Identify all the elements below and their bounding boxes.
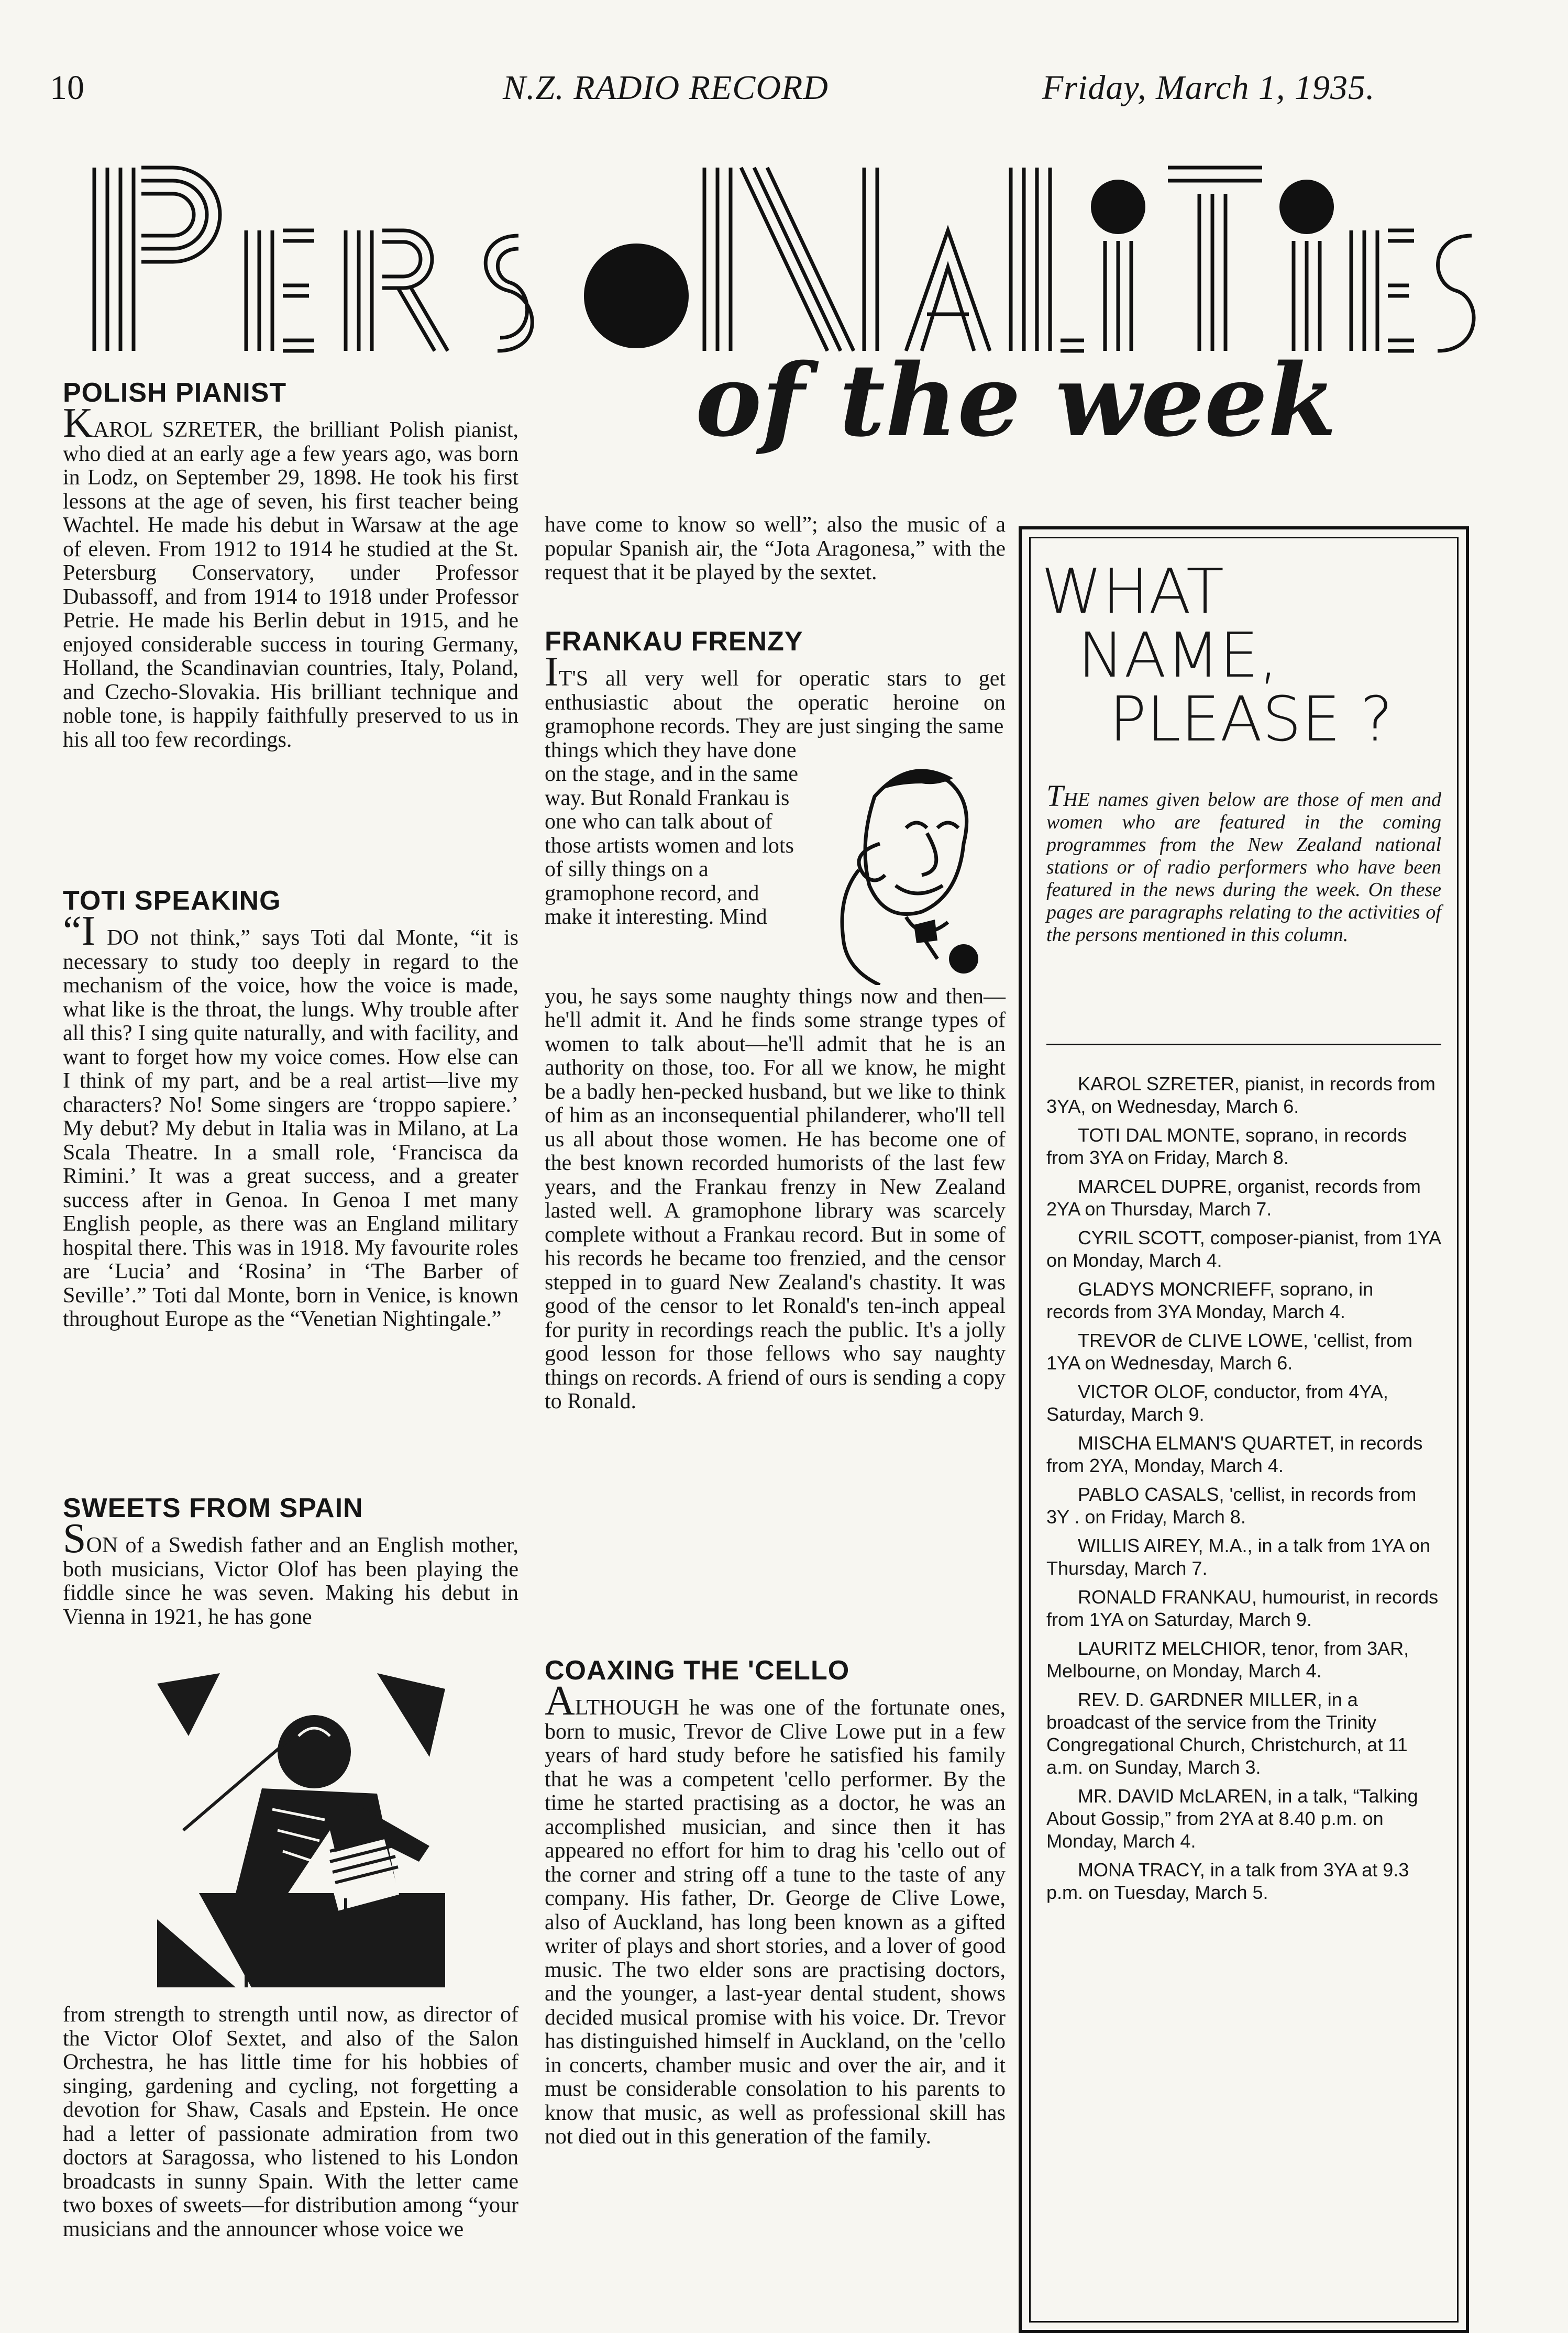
box-inner-border	[1029, 537, 1459, 2323]
masthead-letter-i2	[1294, 241, 1320, 351]
masthead-letter-r	[346, 230, 448, 351]
article-body: things which they have done on the stage, and in the same way. But Ronald Frankau is one who can talk about of those artists women and lots of silly things on a gramophone record, and make it interesting. Mind	[545, 738, 799, 929]
list-item: MONA TRACY, in a talk from 3YA at 9.3 p.m. on Tuesday, March 5.	[1046, 1859, 1409, 1903]
article-heading: COAXING THE 'CELLO	[545, 1655, 850, 1686]
masthead-dot-1	[1091, 180, 1145, 234]
masthead-letter-e	[246, 230, 314, 351]
masthead-letter-p	[94, 168, 220, 351]
list-item: RONALD FRANKAU, humourist, in records from 1YA on Saturday, March 9.	[1046, 1586, 1439, 1630]
masthead-letter-o	[584, 244, 689, 348]
article-body: AROL SZRETER, the brilliant Polish pianist, who died at an early age a few years ago, was born in Lodz, on September 29, 1898. He took his first lessons at the age of seven, his first teacher being Wachtel. He made his debut in Warsaw at the age of eleven. From 1912 to 1914 he studied at the St. Petersburg Conservatory, under Professor Dubassoff, and from 1914 to 1918 under Professor Petrie. He made his Berlin debut in 1915, and he enjoyed considerable success in touring Germany, Holland, the Scandinavian countries, Italy, Poland, and Czecho-Slovakia. His brilliant technique and noble tone, is happily faithfully preserved to us in his all too few recordings.	[63, 418, 518, 752]
article-heading: TOTI SPEAKING	[63, 886, 281, 916]
list-item: KAROL SZRETER, pianist, in records from 3YA, on Wednesday, March 6.	[1046, 1073, 1436, 1117]
masthead-dot-2	[1279, 180, 1334, 234]
article-frankau-frenzy	[545, 626, 1006, 1414]
list-item: CYRIL SCOTT, composer-pianist, from 1YA on Monday, March 4.	[1046, 1227, 1441, 1271]
masthead-letter-l	[1011, 168, 1084, 351]
personality-list	[1046, 1072, 1441, 1910]
article-body: from strength to strength until now, as director of the Victor Olof Sextet, and also of the Salon Orchestra, he has little time for his hobbies of singing, gardening and cycling, not forgetting a devotion for Shaw, Casals and Epstein. He once had a letter of passionate admiration from two doctors at Saragossa, who listened to his London broadcasts in sunny Spain. With the letter came two boxes of sweets—for distribution among “your musicians and the announcer whose voice we	[63, 2003, 518, 2241]
box-intro	[1046, 779, 1441, 946]
drop-cap: S	[63, 1516, 86, 1562]
list-item: MARCEL DUPRE, organist, records from 2YA on Thursday, March 7.	[1046, 1176, 1421, 1220]
list-item: VICTOR OLOF, conductor, from 4YA, Saturday, March 9.	[1046, 1381, 1388, 1425]
article-body: you, he says some naughty things now and then—he'll admit it. And he finds some strange types of women to talk about—he'll admit that he is an authority on those, too. For all we know, he might be a badly hen-pecked husband, but we like to think of him as an inconsequential philanderer, who'll tell us all about those women. He has become one of the best known recorded humorists of the last few years, and the Frankau frenzy in New Zealand lasted well. A gramophone library was scarcely complete without a Frankau record. But in some of his records he became too frenzied, and the censor stepped in to guard New Zealand's chastity. It was good of the censor to let Ronald's ten-inch appeal for purity in recordings reach the public. It's a jolly good lesson for those fellows who say naughty things on records. A friend of ours is sending a copy to Ronald.	[545, 984, 1006, 1413]
article-body: ON of a Swedish father and an English mother, both musicians, Victor Olof has been playing the fiddle since he was seven. Making his debut in Vienna in 1921, he has gone	[63, 1533, 518, 1629]
list-item: LAURITZ MELCHIOR, tenor, from 3AR, Melbourne, on Monday, March 4.	[1046, 1638, 1409, 1682]
article-body: DO not think,” says Toti dal Monte, “it is necessary to study too deeply in regard to the mechanism of the voice, how the voice is made, what like is the throat, the lungs. Why trouble after all this? I sing quite naturally, and with facility, and want to forget how my voice comes. How else can I think of my part, and be a real artist—live my characters? No! Some singers are ‘troppo sapiere.’ My debut? My debut in Italia was in Milano, at La Scala Theatre. In a small role, ‘Francisca da Rimini.’ It was a great success, and a greater success after in Genoa. In Genoa I met many English people, as there was an England military hospital there. This was in 1918. My favourite roles are ‘Lucia’ and ‘Rosina’ in ‘The Barber of Seville’.” Toti dal Monte, born in Venice, is known throughout Europe as the “Venetian Nightingale.”	[63, 926, 519, 1331]
list-item: REV. D. GARDNER MILLER, in a broadcast of the service from the Trinity Congregational Church, Christchurch, at 11 a.m. on Sunday, March 3.	[1046, 1689, 1408, 1778]
article-heading: SWEETS FROM SPAIN	[63, 1493, 363, 1523]
article-body: LTHOUGH he was one of the fortunate ones, born to music, Trevor de Clive Lowe put in a few years of hard study before he satisfied his family that he was a competent 'cello performer. By the time he started practising as a doctor, he was an accomplished musician, and since then it has appeared no effort for him to drag his 'cello out of the corner and string off a tune to the taste of any company. His father, Dr. George de Clive Lowe, also of Auckland, has long been known as a gifted writer of plays and short stories, and a lover of good music. The two elder sons are practising doctors, and the younger, a last-year dental student, shows decided musical promise with his voice. Dr. Trevor has distinguished himself in Auckland, on the 'cello in concerts, chamber music and over the air, and it must be considerable consolation to his parents to know that music, as well as professional skill has not died out in this generation of the family.	[545, 1696, 1006, 2149]
list-item: MR. DAVID McLAREN, in a talk, “Talking About Gossip,” from 2YA at 8.40 p.m. on Monday, March 4.	[1046, 1785, 1418, 1852]
article-coaxing-the-cello	[545, 1655, 1006, 2149]
drop-cap: I	[545, 649, 559, 695]
article-heading: FRANKAU FRENZY	[545, 626, 803, 657]
drop-cap: A	[545, 1678, 575, 1724]
masthead-letter-s2	[1438, 236, 1474, 351]
article-sweets-from-spain-cont	[63, 2003, 518, 2241]
box-title-line: PLEASE ?	[1109, 683, 1393, 755]
article-body: have come to know so well”; also the music of a popular Spanish air, the “Jota Aragonesa,” with the request that it be played by the sextet.	[545, 513, 1006, 584]
drop-cap: K	[63, 400, 93, 446]
drop-cap: T	[1046, 779, 1064, 813]
list-item: PABLO CASALS, 'cellist, in records from 3Y . on Friday, March 8.	[1046, 1484, 1417, 1528]
box-intro-text: HE names given below are those of men and women who are featured in the coming programmes from the New Zealand national stations or of radio performers who have been featured in the news during the week. On these pages are paragraphs relating to the activities of the persons mentioned in this column.	[1046, 789, 1441, 946]
drop-cap: “I	[63, 908, 96, 954]
masthead-letter-n	[704, 168, 877, 351]
article-polish-pianist	[63, 377, 518, 752]
what-name-please-box	[1019, 526, 1469, 2333]
masthead-letter-a	[906, 230, 990, 351]
article-sweets-from-spain	[63, 1492, 518, 1629]
masthead-letter-s	[485, 236, 532, 351]
violinist-illustration	[157, 1673, 445, 1987]
masthead-letter-t	[1168, 168, 1262, 351]
list-item: TREVOR de CLIVE LOWE, 'cellist, from 1YA on Wednesday, March 6.	[1046, 1330, 1413, 1374]
article-heading: POLISH PIANIST	[63, 378, 287, 408]
article-toti-speaking	[63, 885, 518, 1332]
publication-title: N.Z. RADIO RECORD	[503, 69, 829, 107]
article-body: T'S all very well for operatic stars to get enthusiastic about the operatic heroine on gramophone records. They are just singing the same	[545, 667, 1006, 738]
box-divider	[1046, 1044, 1441, 1045]
list-item: MISCHA ELMAN'S QUARTET, in records from 2YA, Monday, March 4.	[1046, 1432, 1423, 1476]
box-title	[1031, 555, 1457, 755]
personalities-masthead	[89, 157, 1477, 356]
page-number: 10	[50, 69, 84, 107]
box-title-line: WHAT	[1041, 555, 1224, 627]
list-item: WILLIS AIREY, M.A., in a talk from 1YA on Thursday, March 7.	[1046, 1535, 1430, 1579]
caricature-illustration	[817, 739, 1000, 985]
masthead-letter-i1	[1105, 241, 1131, 351]
box-title-line: NAME,	[1078, 619, 1278, 691]
masthead-letter-e2	[1351, 230, 1414, 351]
list-item: TOTI DAL MONTE, soprano, in records from 3YA on Friday, March 8.	[1046, 1124, 1407, 1168]
issue-date: Friday, March 1, 1935.	[1042, 69, 1375, 107]
list-item: GLADYS MONCRIEFF, soprano, in records from 3YA Monday, March 4.	[1046, 1278, 1374, 1322]
article-sweets-continued	[545, 513, 1006, 585]
masthead-subtitle: of the week	[695, 342, 1337, 459]
